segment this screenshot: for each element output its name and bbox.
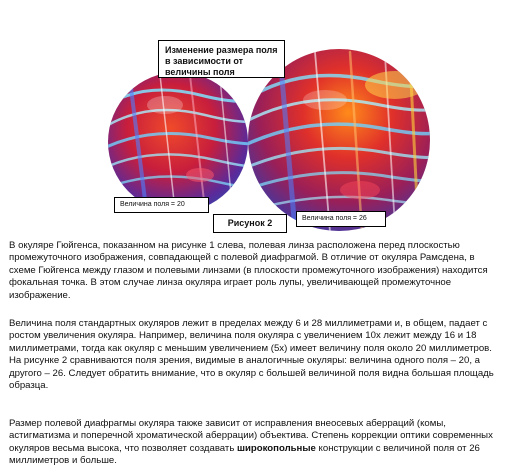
paragraph-field-diaphragm <box>9 418 501 468</box>
paragraph-text-part: конструкции с величиной поля от 26 миллиметров и больше. <box>9 442 480 467</box>
micrograph-small-field <box>100 72 272 212</box>
figure-caption: Рисунок 2 <box>213 214 287 233</box>
paragraph-text-part: Размер полевой диафрагмы окуляра также зависит от исправления внеосевых аберраций (комы, астигматизма и поперечной хроматической аберрации) объектива. Степень коррекции оптики современных окуляров весьма высока, что позволяет создавать <box>9 418 493 454</box>
paragraph-text <box>9 418 501 468</box>
field-size-label-20: Величина поля = 20 <box>114 197 209 213</box>
paragraph-field-number <box>9 318 501 392</box>
field-size-label-26: Величина поля = 26 <box>296 211 386 227</box>
paragraph-text: Величина поля стандартных окуляров лежит в пределах между 6 и 28 миллиметрами и, в общем, падает с ростом увеличения окуляра. Например, величина поля окуляра с увеличением 10х лежит между 16 и 18 миллиметрами, тогда как окуляр с меньшим увеличением (5х) имеет величину поля около 20 миллиметров. На рисунке 2 сравниваются поля зрения, видимые в аналогичные окуляры: величина одного поля – 20, а другого – 26. Следует обратить внимание, что в окуляр с большей величиной поля видна большая площадь образца. <box>9 318 494 392</box>
paragraph-bold-term: широкопольные <box>237 442 316 454</box>
figure-title: Изменение размера поля в зависимости от величины поля <box>158 40 285 78</box>
paragraph-huygens-eyepiece <box>9 240 501 302</box>
paragraph-text: В окуляре Гюйгенса, показанном на рисунке 1 слева, полевая линза расположена перед плоскостью промежуточного изображения, совпадающей с полевой диафрагмой. В отличие от окуляра Рамсдена, в схеме Гюйгенса между глазом и полевыми линзами (в плоскости промежуточного изображения) находится фокальная точка. В этом случае линза окуляра играет роль лупы, увеличивающей промежуточное изображение. <box>9 240 488 301</box>
